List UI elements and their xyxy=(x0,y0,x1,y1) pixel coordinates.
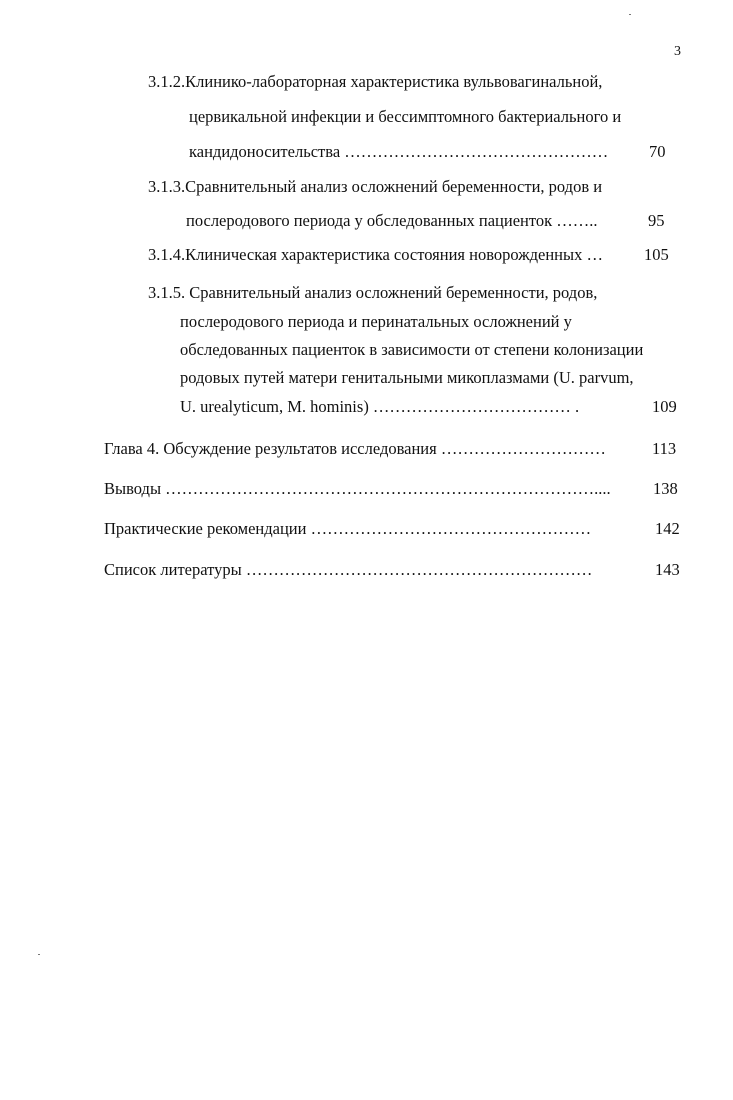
toc-entry-3-1-2-line-1: 3.1.2.Клинико-лабораторная характеристика вульвовагинальной, xyxy=(148,72,603,91)
toc-entry-3-1-3-line-1: 3.1.3.Сравнительный анализ осложнений беременности, родов и xyxy=(148,177,603,196)
scan-speck xyxy=(38,954,40,955)
toc-entry-conclusions-page: 138 xyxy=(653,479,678,498)
toc-entry-references-page: 143 xyxy=(655,560,680,579)
toc-entry-chapter-4: Глава 4. Обсуждение результатов исследования ………………………… xyxy=(104,439,606,458)
toc-entry-references: Список литературы ……………………………………………………… xyxy=(104,560,593,579)
scan-speck xyxy=(629,14,631,15)
toc-entry-3-1-4-page: 105 xyxy=(644,245,669,264)
toc-entry-3-1-3-page: 95 xyxy=(648,211,665,230)
toc-entry-3-1-5-line-3: обследованных пациенток в зависимости от степени колонизации xyxy=(180,340,644,359)
toc-entry-conclusions: Выводы …………………………………………………………………….... xyxy=(104,479,611,498)
toc-entry-3-1-3-line-2: послеродового периода у обследованных пациенток …….. xyxy=(186,211,598,230)
toc-entry-3-1-2-page: 70 xyxy=(649,142,666,161)
toc-entry-recommendations-page: 142 xyxy=(655,519,680,538)
page-number: 3 xyxy=(674,44,681,59)
toc-entry-3-1-5-page: 109 xyxy=(652,397,677,416)
toc-entry-3-1-5-line-2: послеродового периода и перинатальных осложнений у xyxy=(180,312,572,331)
toc-entry-3-1-2-line-2: цервикальной инфекции и бессимптомного бактериального и xyxy=(189,107,622,126)
toc-entry-3-1-2-line-3: кандидоносительства ………………………………………… xyxy=(189,142,609,161)
toc-entry-chapter-4-page: 113 xyxy=(652,439,677,458)
toc-entry-3-1-4-line-1: 3.1.4.Клиническая характеристика состояния новорожденных … xyxy=(148,245,603,264)
toc-entry-recommendations: Практические рекомендации …………………………………………… xyxy=(104,519,592,538)
toc-entry-3-1-5-line-1: 3.1.5. Сравнительный анализ осложнений беременности, родов, xyxy=(148,283,598,302)
toc-entry-3-1-5-line-4: родовых путей матери генитальными микоплазмами (U. parvum, xyxy=(180,368,634,387)
toc-entry-3-1-5-line-5: U. urealyticum, M. hominis) ……………………………… . xyxy=(180,397,580,416)
